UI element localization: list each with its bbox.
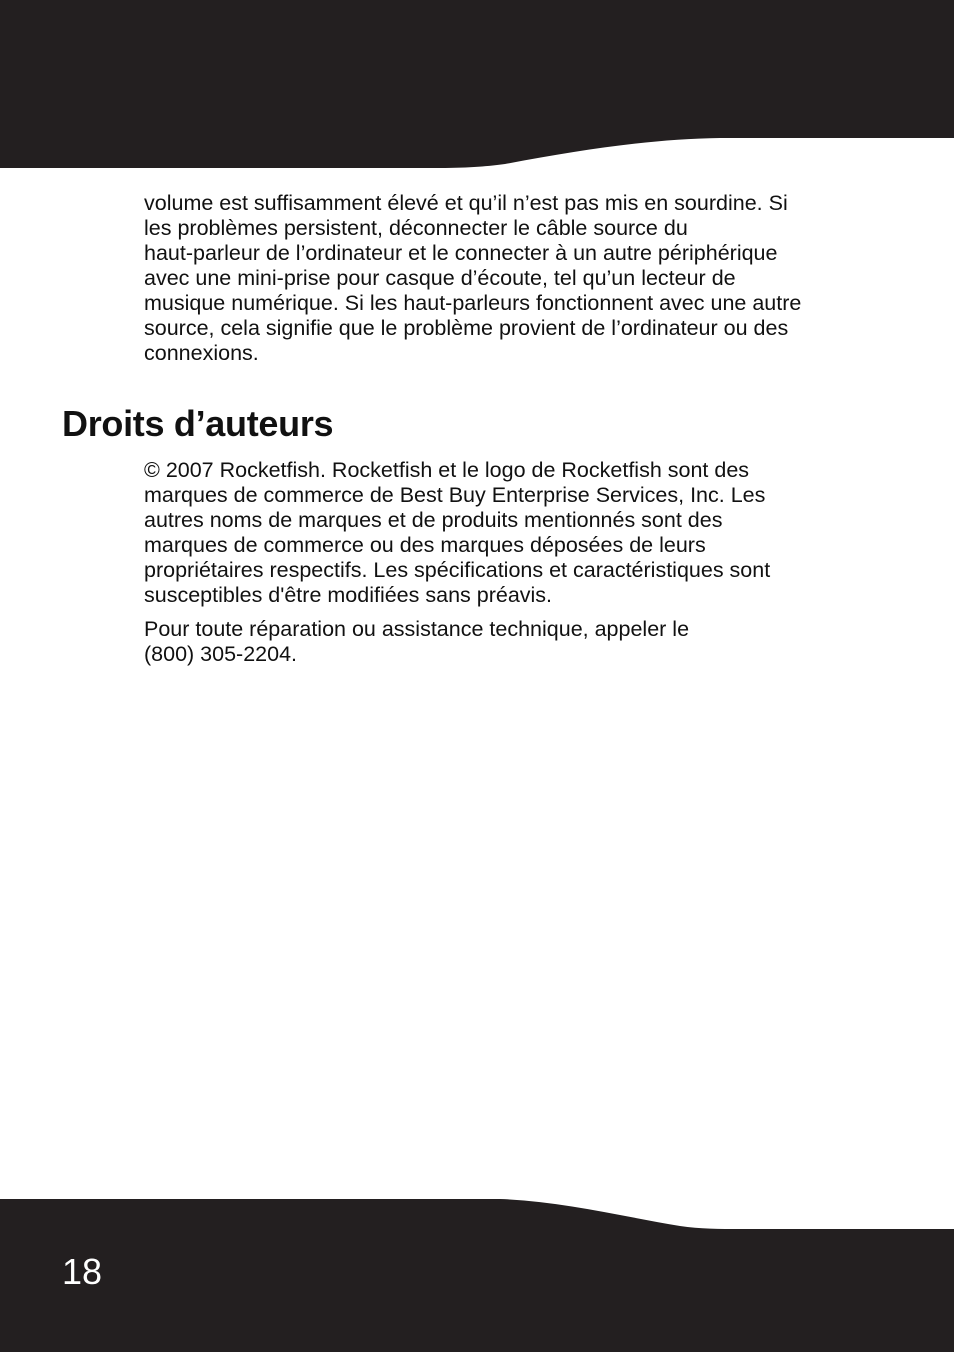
intro-paragraph (144, 191, 874, 366)
copyright-line: autres noms de marques et de produits mentionnés sont des (144, 508, 723, 532)
copyright-line: marques de commerce ou des marques déposées de leurs (144, 533, 706, 557)
intro-line: musique numérique. Si les haut-parleurs fonctionnent avec une autre (144, 291, 802, 315)
copyright-line: propriétaires respectifs. Les spécifications et caractéristiques sont (144, 558, 771, 582)
intro-line: haut-parleur de l’ordinateur et le connecter à un autre périphérique (144, 241, 778, 265)
header-wave-shape (0, 0, 954, 168)
footer-band (0, 1196, 954, 1352)
support-line: (800) 305-2204. (144, 642, 297, 666)
copyright-paragraph (144, 458, 874, 608)
support-paragraph (144, 617, 874, 667)
copyright-line: marques de commerce de Best Buy Enterprise Services, Inc. Les (144, 483, 766, 507)
intro-line: connexions. (144, 341, 259, 365)
intro-line: avec une mini-prise pour casque d’écoute, tel qu’un lecteur de (144, 266, 736, 290)
copyright-line: susceptibles d'être modifiées sans préavis. (144, 583, 553, 607)
header-band (0, 0, 954, 170)
footer-wave-shape (0, 1199, 954, 1352)
intro-line: les problèmes persistent, déconnecter le câble source du (144, 216, 688, 240)
support-line: Pour toute réparation ou assistance technique, appeler le (144, 617, 690, 641)
page-number: 18 (62, 1251, 103, 1292)
section-heading: Droits d’auteurs (62, 403, 334, 444)
intro-line: volume est suffisamment élevé et qu’il n’est pas mis en sourdine. Si (144, 191, 788, 215)
intro-line: source, cela signifie que le problème provient de l’ordinateur ou des (144, 316, 789, 340)
copyright-line: © 2007 Rocketfish. Rocketfish et le logo de Rocketfish sont des (144, 458, 750, 482)
